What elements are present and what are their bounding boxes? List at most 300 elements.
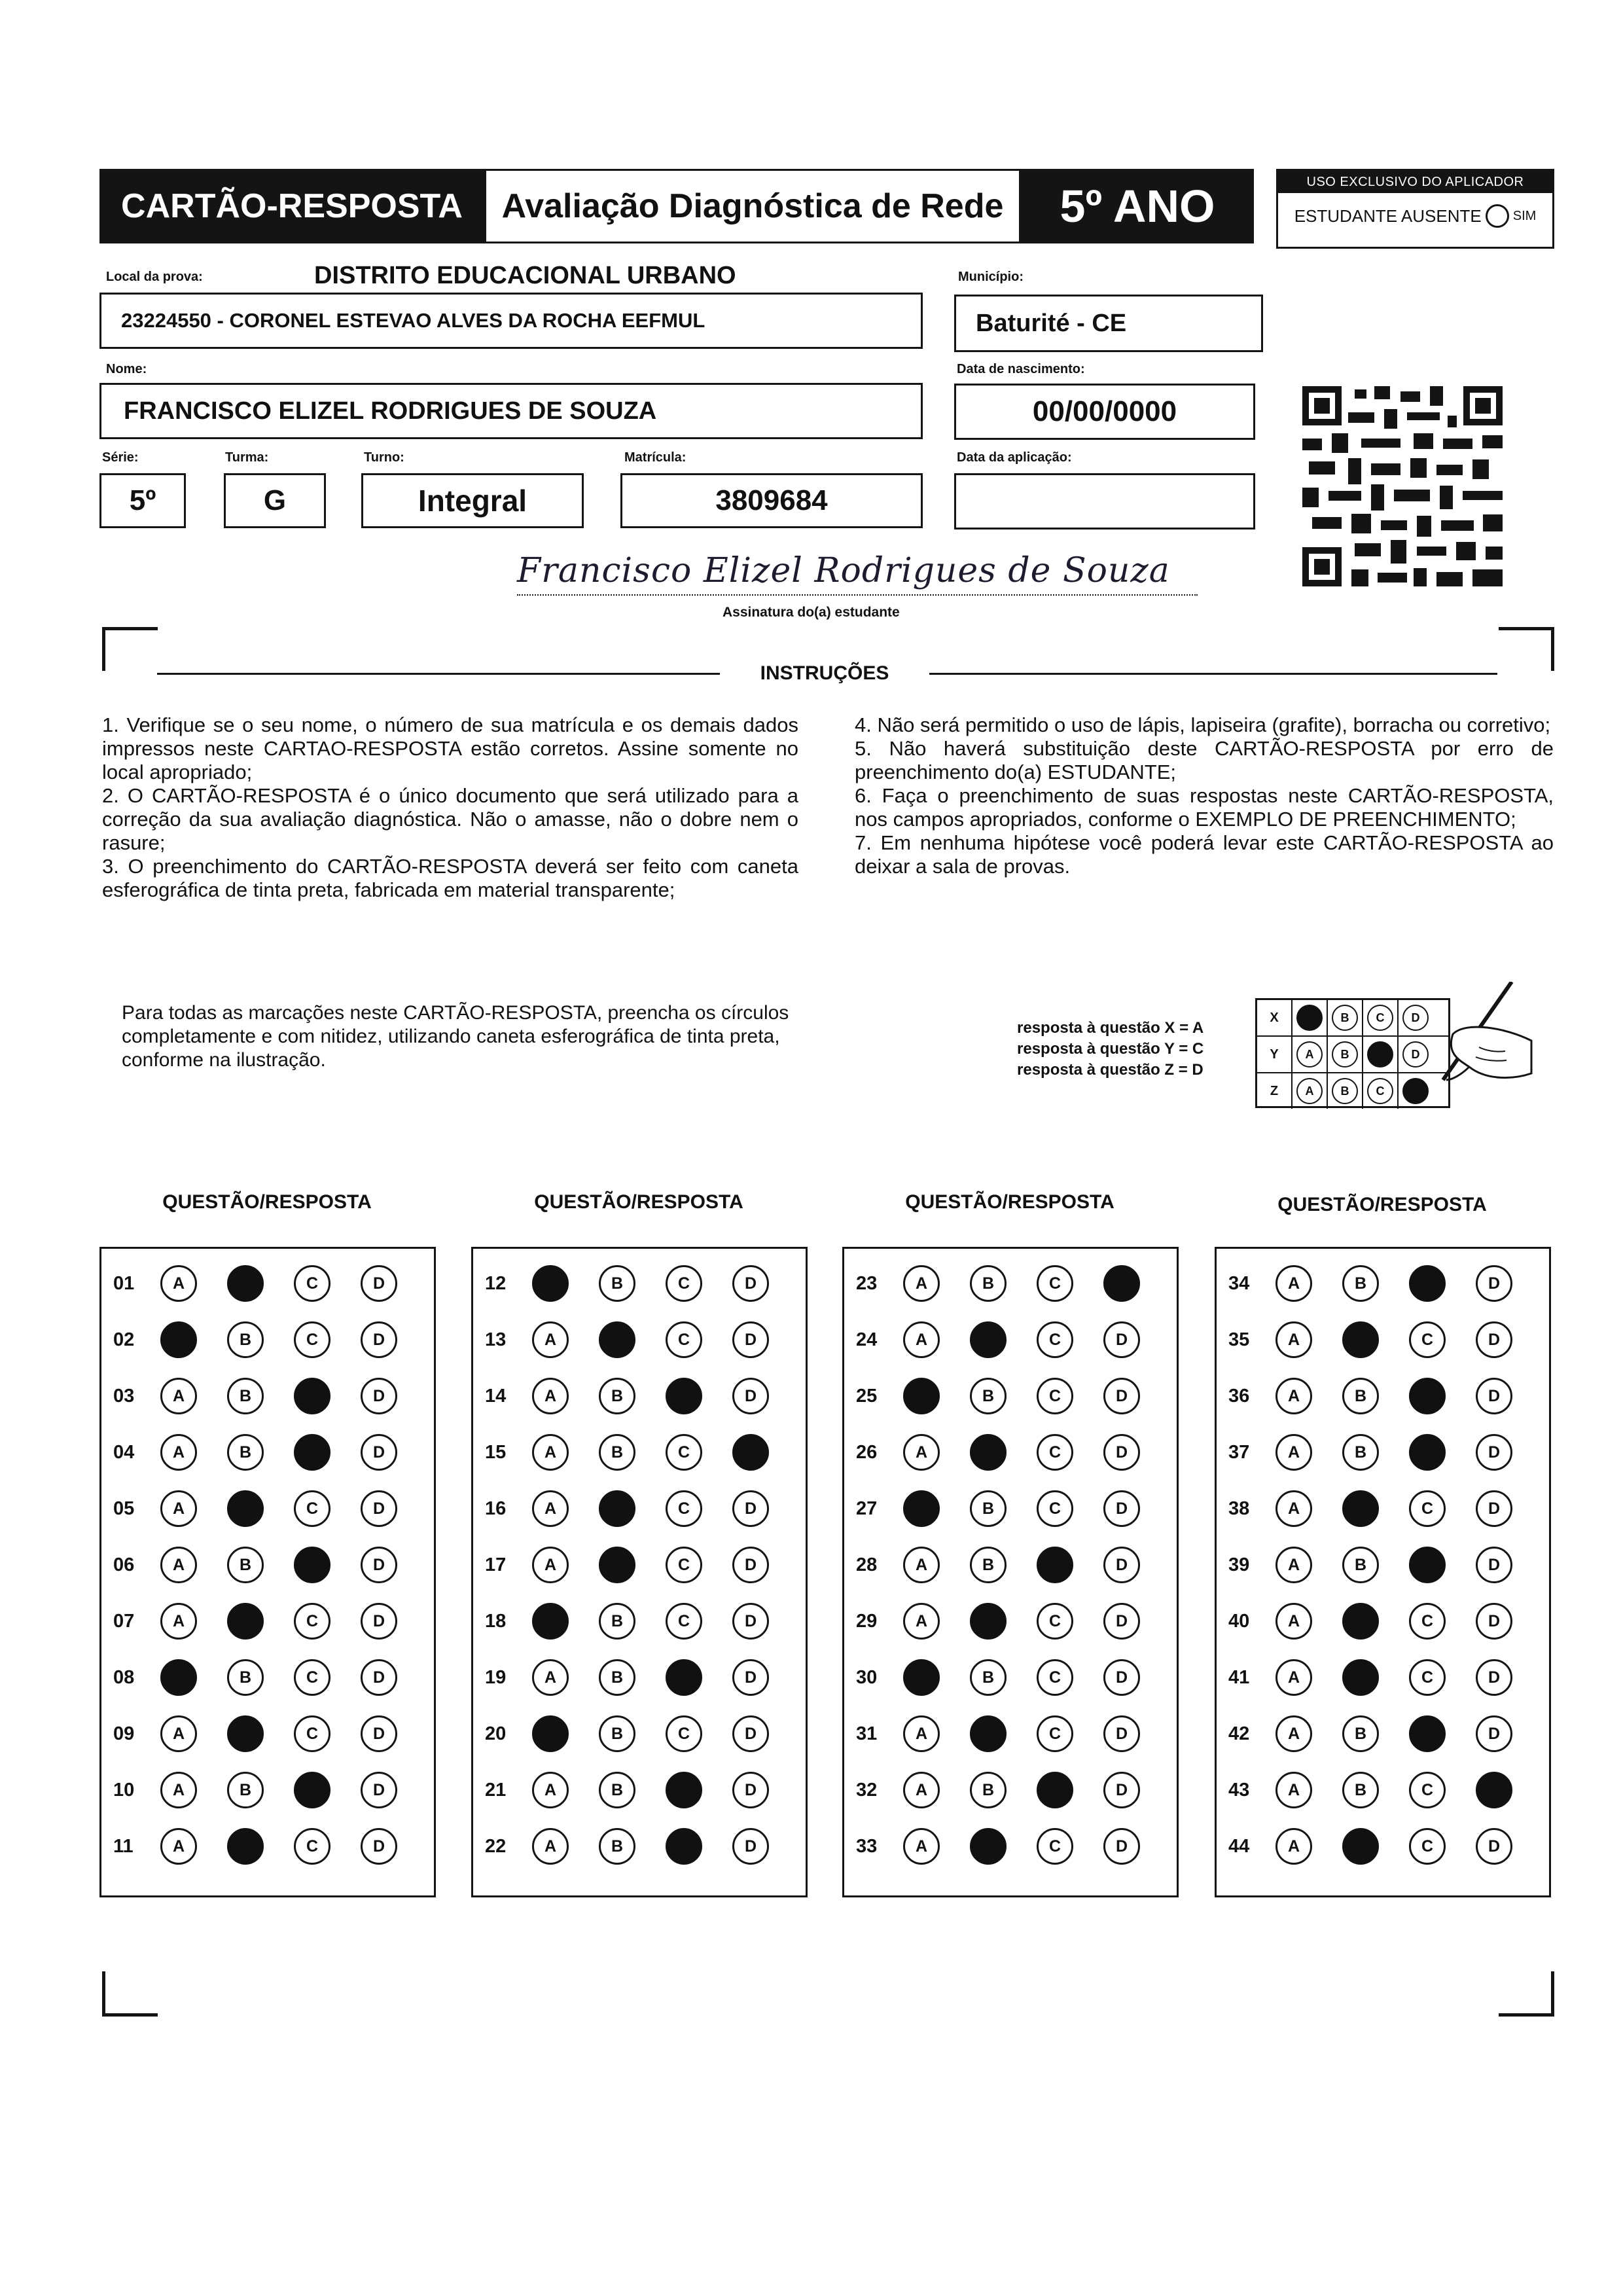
question-row (844, 1312, 1177, 1368)
answer-bubble-d[interactable]: D (1103, 1772, 1140, 1808)
question-number: 24 (856, 1329, 878, 1350)
answer-bubble-a[interactable]: A (532, 1715, 569, 1752)
answer-bubble-b[interactable]: B (227, 1715, 264, 1752)
aplicacao-field[interactable] (954, 473, 1255, 529)
answer-bubble-a[interactable]: A (532, 1547, 569, 1583)
answer-column-1 (99, 1247, 436, 1897)
instruction-1: 1. Verifique se o seu nome, o número de sua matrícula e os demais dados impressos neste CARTAO-RESPOSTA estão corretos. Assine somente no local apropriado; (102, 713, 798, 783)
question-number: 04 (113, 1441, 135, 1463)
answer-bubble-c[interactable]: C (294, 1321, 330, 1358)
turma-label: Turma: (225, 450, 269, 465)
question-row (1217, 1593, 1549, 1649)
corner-top-right (1499, 627, 1554, 671)
answer-bubble-a[interactable]: A (1275, 1603, 1312, 1640)
answer-bubble-b[interactable]: B (227, 1434, 264, 1471)
signature-line (517, 594, 1198, 596)
answer-bubble-c[interactable]: C (1037, 1772, 1073, 1808)
question-number: 08 (113, 1666, 135, 1688)
answer-bubble-a[interactable]: A (1275, 1321, 1312, 1358)
municipio-field: Baturité - CE (954, 295, 1263, 352)
answer-bubble-d[interactable]: D (1103, 1490, 1140, 1527)
answer-bubble-d[interactable]: D (1476, 1434, 1512, 1471)
answer-bubble-d[interactable]: D (1103, 1715, 1140, 1752)
answer-bubble-d[interactable]: D (361, 1490, 397, 1527)
question-number: 06 (113, 1554, 135, 1575)
answer-bubble-d[interactable]: D (732, 1772, 769, 1808)
answer-bubble-c[interactable]: C (1037, 1603, 1073, 1640)
answer-bubble-d[interactable]: D (361, 1828, 397, 1865)
answer-column-4 (1215, 1247, 1551, 1897)
answer-bubble-a[interactable]: A (160, 1265, 197, 1302)
answer-bubble-a[interactable]: A (1275, 1265, 1312, 1302)
question-number: 39 (1228, 1554, 1250, 1575)
answer-bubble-b[interactable]: B (970, 1772, 1007, 1808)
answer-bubble-d[interactable]: D (361, 1265, 397, 1302)
answer-bubble-b[interactable]: B (970, 1547, 1007, 1583)
answer-bubble-c[interactable]: C (1409, 1321, 1446, 1358)
qr-code (1302, 386, 1503, 586)
matricula-label: Matrícula: (624, 450, 687, 465)
answer-bubble-d[interactable]: D (1476, 1659, 1512, 1696)
example-cell (1363, 1037, 1399, 1072)
answer-bubble-b[interactable]: B (970, 1434, 1007, 1471)
question-row (1217, 1818, 1549, 1874)
estudante-ausente-checkbox[interactable] (1486, 204, 1509, 228)
answer-bubble-a[interactable]: A (160, 1715, 197, 1752)
question-row (1217, 1424, 1549, 1480)
answer-bubble-a[interactable]: A (160, 1603, 197, 1640)
answer-bubble-d[interactable]: D (361, 1659, 397, 1696)
question-number: 43 (1228, 1779, 1250, 1801)
example-bubble: C (1367, 1078, 1393, 1104)
example-cell (1363, 1000, 1399, 1035)
question-number: 34 (1228, 1272, 1250, 1294)
answer-bubble-b[interactable]: B (599, 1547, 635, 1583)
answer-bubble-c[interactable]: C (666, 1434, 702, 1471)
answer-bubble-a[interactable]: A (1275, 1715, 1312, 1752)
answer-bubble-b[interactable]: B (1342, 1378, 1379, 1414)
answer-bubble-d[interactable]: D (1103, 1828, 1140, 1865)
question-number: 09 (113, 1723, 135, 1744)
serie-label: Série: (102, 450, 139, 465)
answer-bubble-b[interactable]: B (227, 1659, 264, 1696)
aplicacao-label: Data da aplicação: (957, 450, 1072, 465)
answer-bubble-c[interactable]: C (1037, 1321, 1073, 1358)
answer-bubble-b[interactable]: B (227, 1490, 264, 1527)
answer-bubble-b[interactable]: B (970, 1378, 1007, 1414)
question-row (1217, 1255, 1549, 1312)
answer-bubble-b[interactable]: B (227, 1828, 264, 1865)
matricula-field: 3809684 (620, 473, 923, 528)
answer-bubble-d[interactable]: D (1476, 1715, 1512, 1752)
turma-field: G (224, 473, 326, 528)
question-number: 26 (856, 1441, 878, 1463)
example-cell (1293, 1000, 1328, 1035)
answer-bubble-a[interactable]: A (903, 1772, 940, 1808)
answer-bubble-a[interactable]: A (532, 1434, 569, 1471)
example-bubble: C (1367, 1041, 1393, 1067)
question-row (101, 1537, 434, 1593)
answer-bubble-a[interactable]: A (160, 1434, 197, 1471)
answer-bubble-a[interactable]: A (1275, 1828, 1312, 1865)
example-bubble: D (1402, 1041, 1429, 1067)
answer-bubble-a[interactable]: A (1275, 1434, 1312, 1471)
answer-bubble-d[interactable]: D (1476, 1772, 1512, 1808)
answer-bubble-a[interactable]: A (532, 1265, 569, 1302)
question-row (473, 1593, 806, 1649)
column-title-3: QUESTÃO/RESPOSTA (905, 1191, 1115, 1213)
answer-bubble-c[interactable]: C (1409, 1265, 1446, 1302)
answer-bubble-d[interactable]: D (1476, 1547, 1512, 1583)
answer-bubble-b[interactable]: B (599, 1828, 635, 1865)
answer-bubble-d[interactable]: D (1103, 1434, 1140, 1471)
answer-bubble-b[interactable]: B (599, 1490, 635, 1527)
answer-bubble-b[interactable]: B (599, 1772, 635, 1808)
answer-bubble-a[interactable]: A (160, 1490, 197, 1527)
question-number: 01 (113, 1272, 135, 1294)
question-number: 38 (1228, 1498, 1250, 1519)
question-number: 20 (485, 1723, 507, 1744)
answer-bubble-c[interactable]: C (1409, 1434, 1446, 1471)
answer-bubble-c[interactable]: C (294, 1490, 330, 1527)
answer-bubble-d[interactable]: D (732, 1321, 769, 1358)
example-bubble: C (1367, 1005, 1393, 1031)
answer-bubble-c[interactable]: C (1409, 1828, 1446, 1865)
nome-field: FRANCISCO ELIZEL RODRIGUES DE SOUZA (99, 383, 923, 439)
answer-bubble-a[interactable]: A (160, 1828, 197, 1865)
question-number: 16 (485, 1498, 507, 1519)
answer-bubble-b[interactable]: B (1342, 1490, 1379, 1527)
question-row (101, 1706, 434, 1762)
answer-bubble-d[interactable]: D (361, 1603, 397, 1640)
answer-bubble-b[interactable]: B (970, 1828, 1007, 1865)
answer-bubble-b[interactable]: B (1342, 1547, 1379, 1583)
column-title-4: QUESTÃO/RESPOSTA (1277, 1194, 1487, 1215)
grade-title: 5º ANO (1021, 169, 1254, 243)
answer-bubble-c[interactable]: C (1037, 1434, 1073, 1471)
answer-bubble-d[interactable]: D (361, 1715, 397, 1752)
answer-bubble-d[interactable]: D (361, 1321, 397, 1358)
answer-bubble-d[interactable]: D (732, 1547, 769, 1583)
answer-bubble-a[interactable]: A (903, 1378, 940, 1414)
answer-bubble-a[interactable]: A (532, 1828, 569, 1865)
column-title-2: QUESTÃO/RESPOSTA (534, 1191, 743, 1213)
answer-bubble-c[interactable]: C (294, 1547, 330, 1583)
question-row (473, 1368, 806, 1424)
question-number: 05 (113, 1498, 135, 1519)
question-number: 32 (856, 1779, 878, 1801)
question-row (844, 1537, 1177, 1593)
answer-bubble-b[interactable]: B (599, 1321, 635, 1358)
answer-bubble-b[interactable]: B (1342, 1265, 1379, 1302)
answer-bubble-a[interactable]: A (532, 1490, 569, 1527)
answer-bubble-c[interactable]: C (1409, 1490, 1446, 1527)
question-row (844, 1649, 1177, 1706)
answer-bubble-a[interactable]: A (903, 1828, 940, 1865)
answer-bubble-b[interactable]: B (970, 1265, 1007, 1302)
answer-bubble-b[interactable]: B (227, 1378, 264, 1414)
hand-pen-icon (1407, 982, 1538, 1113)
question-number: 28 (856, 1554, 878, 1575)
turno-field: Integral (361, 473, 584, 528)
question-row (473, 1312, 806, 1368)
answer-bubble-c[interactable]: C (1037, 1547, 1073, 1583)
question-row (844, 1706, 1177, 1762)
answer-bubble-c[interactable]: C (1037, 1659, 1073, 1696)
answer-bubble-d[interactable]: D (1103, 1321, 1140, 1358)
answer-bubble-c[interactable]: C (294, 1659, 330, 1696)
answer-bubble-a[interactable]: A (532, 1321, 569, 1358)
answer-bubble-d[interactable]: D (1103, 1378, 1140, 1414)
question-row (473, 1537, 806, 1593)
question-number: 29 (856, 1610, 878, 1632)
question-number: 17 (485, 1554, 507, 1575)
answer-bubble-b[interactable]: B (1342, 1603, 1379, 1640)
local-label: Local da prova: (106, 270, 203, 284)
answer-bubble-a[interactable]: A (1275, 1659, 1312, 1696)
example-cell (1328, 1000, 1363, 1035)
question-number: 15 (485, 1441, 507, 1463)
answer-column-3 (842, 1247, 1179, 1897)
answer-bubble-d[interactable]: D (361, 1378, 397, 1414)
answer-bubble-b[interactable]: B (227, 1547, 264, 1583)
answer-bubble-b[interactable]: B (599, 1659, 635, 1696)
answer-bubble-b[interactable]: B (1342, 1434, 1379, 1471)
question-row (101, 1593, 434, 1649)
question-row (1217, 1480, 1549, 1537)
answer-bubble-b[interactable]: B (970, 1603, 1007, 1640)
example-legend-x: resposta à questão X = A (1017, 1019, 1204, 1037)
instruction-6: 6. Faça o preenchimento de suas respostas neste CARTÃO-RESPOSTA, nos campos apropriados, conforme o EXEMPLO DE PREENCHIMENTO; (855, 784, 1554, 831)
answer-bubble-d[interactable]: D (361, 1772, 397, 1808)
question-row (844, 1480, 1177, 1537)
answer-bubble-d[interactable]: D (1103, 1265, 1140, 1302)
answer-bubble-d[interactable]: D (361, 1547, 397, 1583)
instructions-rule-right (929, 673, 1497, 675)
answer-bubble-b[interactable]: B (599, 1715, 635, 1752)
answer-bubble-a[interactable]: A (532, 1772, 569, 1808)
question-number: 19 (485, 1666, 507, 1688)
answer-bubble-a[interactable]: A (903, 1659, 940, 1696)
answer-bubble-a[interactable]: A (1275, 1490, 1312, 1527)
answer-bubble-b[interactable]: B (599, 1434, 635, 1471)
answer-bubble-b[interactable]: B (1342, 1321, 1379, 1358)
answer-bubble-c[interactable]: C (666, 1490, 702, 1527)
answer-bubble-d[interactable]: D (732, 1715, 769, 1752)
answer-bubble-b[interactable]: B (970, 1490, 1007, 1527)
question-row (844, 1818, 1177, 1874)
answer-bubble-c[interactable]: C (1409, 1772, 1446, 1808)
question-row (844, 1762, 1177, 1818)
instructions-title: INSTRUÇÕES (760, 662, 889, 684)
answer-bubble-b[interactable]: B (227, 1603, 264, 1640)
example-row-label: Y (1257, 1037, 1293, 1072)
answer-bubble-b[interactable]: B (1342, 1659, 1379, 1696)
answer-bubble-d[interactable]: D (1476, 1321, 1512, 1358)
answer-bubble-c[interactable]: C (1037, 1490, 1073, 1527)
corner-bottom-left (102, 1971, 158, 2017)
instruction-5: 5. Não haverá substituição deste CARTÃO-RESPOSTA por erro de preenchimento do(a) ESTUDANTE; (855, 737, 1554, 783)
answer-bubble-c[interactable]: C (1409, 1659, 1446, 1696)
answer-bubble-a[interactable]: A (903, 1265, 940, 1302)
instruction-7: 7. Em nenhuma hipótese você poderá levar este CARTÃO-RESPOSTA ao deixar a sala de provas. (855, 831, 1554, 878)
answer-bubble-c[interactable]: C (666, 1547, 702, 1583)
answer-bubble-c[interactable]: C (666, 1265, 702, 1302)
instructions-rule-left (157, 673, 720, 675)
answer-bubble-a[interactable]: A (160, 1321, 197, 1358)
signature-label: Assinatura do(a) estudante (722, 605, 900, 620)
example-legend (1017, 1018, 1204, 1081)
answer-bubble-c[interactable]: C (1037, 1828, 1073, 1865)
example-bubble: B (1332, 1041, 1358, 1067)
answer-bubble-c[interactable]: C (1037, 1715, 1073, 1752)
answer-bubble-d[interactable]: D (1476, 1603, 1512, 1640)
instructions-left (102, 713, 798, 902)
answer-bubble-d[interactable]: D (732, 1828, 769, 1865)
answer-bubble-a[interactable]: A (903, 1434, 940, 1471)
example-text: Para todas as marcações neste CARTÃO-RESPOSTA, preencha os círculos completamente e com nitidez, utilizando caneta esferográfica de tinta preta, conforme na ilustração. (122, 1002, 789, 1071)
answer-bubble-d[interactable]: D (732, 1659, 769, 1696)
question-row (101, 1762, 434, 1818)
example-bubble: A (1296, 1041, 1323, 1067)
question-row (844, 1368, 1177, 1424)
answer-bubble-a[interactable]: A (903, 1490, 940, 1527)
answer-bubble-d[interactable]: D (361, 1434, 397, 1471)
answer-bubble-a[interactable]: A (160, 1547, 197, 1583)
answer-bubble-d[interactable]: D (732, 1265, 769, 1302)
question-number: 36 (1228, 1385, 1250, 1407)
answer-bubble-d[interactable]: D (1476, 1265, 1512, 1302)
answer-column-2 (471, 1247, 808, 1897)
answer-bubble-c[interactable]: C (1409, 1603, 1446, 1640)
question-number: 37 (1228, 1441, 1250, 1463)
answer-bubble-c[interactable]: C (666, 1659, 702, 1696)
question-number: 41 (1228, 1666, 1250, 1688)
question-number: 27 (856, 1498, 878, 1519)
answer-bubble-c[interactable]: C (666, 1772, 702, 1808)
question-number: 33 (856, 1835, 878, 1857)
question-row (1217, 1649, 1549, 1706)
answer-bubble-d[interactable]: D (1476, 1828, 1512, 1865)
question-number: 25 (856, 1385, 878, 1407)
estudante-ausente-label: ESTUDANTE AUSENTE (1294, 206, 1482, 226)
question-row (1217, 1762, 1549, 1818)
answer-bubble-c[interactable]: C (294, 1828, 330, 1865)
answer-bubble-d[interactable]: D (1103, 1547, 1140, 1583)
answer-bubble-b[interactable]: B (970, 1715, 1007, 1752)
answer-bubble-c[interactable]: C (1037, 1265, 1073, 1302)
answer-bubble-b[interactable]: B (599, 1378, 635, 1414)
question-row (844, 1593, 1177, 1649)
example-cell (1293, 1037, 1328, 1072)
example-cell (1363, 1073, 1399, 1109)
question-number: 42 (1228, 1723, 1250, 1744)
answer-bubble-b[interactable]: B (1342, 1715, 1379, 1752)
example-cell (1293, 1073, 1328, 1109)
answer-bubble-a[interactable]: A (532, 1659, 569, 1696)
answer-bubble-b[interactable]: B (970, 1321, 1007, 1358)
answer-bubble-a[interactable]: A (160, 1659, 197, 1696)
answer-bubble-c[interactable]: C (666, 1603, 702, 1640)
answer-bubble-c[interactable]: C (1037, 1378, 1073, 1414)
question-number: 31 (856, 1723, 878, 1744)
answer-bubble-b[interactable]: B (1342, 1828, 1379, 1865)
question-row (473, 1480, 806, 1537)
answer-bubble-a[interactable]: A (1275, 1772, 1312, 1808)
answer-bubble-d[interactable]: D (1103, 1659, 1140, 1696)
answer-bubble-b[interactable]: B (227, 1772, 264, 1808)
nascimento-label: Data de nascimento: (957, 362, 1085, 376)
answer-bubble-c[interactable]: C (294, 1715, 330, 1752)
answer-bubble-d[interactable]: D (732, 1434, 769, 1471)
answer-bubble-a[interactable]: A (160, 1378, 197, 1414)
answer-bubble-d[interactable]: D (1476, 1490, 1512, 1527)
answer-bubble-a[interactable]: A (160, 1772, 197, 1808)
answer-bubble-d[interactable]: D (1476, 1378, 1512, 1414)
answer-bubble-c[interactable]: C (294, 1265, 330, 1302)
corner-top-left (102, 627, 158, 671)
example-cell (1328, 1073, 1363, 1109)
sim-label: SIM (1512, 208, 1537, 223)
answer-bubble-d[interactable]: D (732, 1603, 769, 1640)
answer-bubble-c[interactable]: C (1409, 1378, 1446, 1414)
question-number: 03 (113, 1385, 135, 1407)
example-row-label: X (1257, 1000, 1293, 1035)
student-signature: Francisco Elizel Rodrigues de Souza (517, 551, 1170, 590)
example-bubble: D (1402, 1005, 1429, 1031)
answer-bubble-c[interactable]: C (666, 1378, 702, 1414)
answer-bubble-a[interactable]: A (903, 1321, 940, 1358)
answer-bubble-a[interactable]: A (903, 1715, 940, 1752)
answer-bubble-c[interactable]: C (666, 1715, 702, 1752)
answer-bubble-b[interactable]: B (227, 1321, 264, 1358)
answer-bubble-b[interactable]: B (1342, 1772, 1379, 1808)
answer-bubble-a[interactable]: A (1275, 1378, 1312, 1414)
answer-bubble-b[interactable]: B (970, 1659, 1007, 1696)
answer-bubble-a[interactable]: A (903, 1603, 940, 1640)
nome-label: Nome: (106, 362, 147, 376)
answer-bubble-a[interactable]: A (1275, 1547, 1312, 1583)
answer-bubble-b[interactable]: B (599, 1603, 635, 1640)
answer-bubble-c[interactable]: C (1409, 1547, 1446, 1583)
instructions-right (855, 713, 1554, 878)
aplicador-box (1276, 169, 1554, 249)
answer-bubble-c[interactable]: C (294, 1434, 330, 1471)
answer-bubble-b[interactable]: B (227, 1265, 264, 1302)
instruction-4: 4. Não será permitido o uso de lápis, lapiseira (grafite), borracha ou corretivo; (855, 713, 1551, 736)
answer-bubble-c[interactable]: C (666, 1828, 702, 1865)
example-cell (1328, 1037, 1363, 1072)
answer-bubble-d[interactable]: D (1103, 1603, 1140, 1640)
answer-bubble-c[interactable]: C (294, 1772, 330, 1808)
answer-bubble-d[interactable]: D (732, 1378, 769, 1414)
answer-bubble-c[interactable]: C (294, 1378, 330, 1414)
example-bubble: A (1296, 1005, 1323, 1031)
answer-bubble-a[interactable]: A (532, 1603, 569, 1640)
example-bubble: B (1332, 1005, 1358, 1031)
answer-bubble-c[interactable]: C (294, 1603, 330, 1640)
example-row-label: Z (1257, 1073, 1293, 1109)
answer-bubble-a[interactable]: A (903, 1547, 940, 1583)
question-row (101, 1424, 434, 1480)
answer-bubble-c[interactable]: C (666, 1321, 702, 1358)
answer-bubble-b[interactable]: B (599, 1265, 635, 1302)
answer-bubble-a[interactable]: A (532, 1378, 569, 1414)
instruction-3: 3. O preenchimento do CARTÃO-RESPOSTA deverá ser feito com caneta esferográfica de tinta preta, fabricada em material transparente; (102, 855, 798, 901)
answer-bubble-d[interactable]: D (732, 1490, 769, 1527)
example-bubble: A (1296, 1078, 1323, 1104)
answer-bubble-c[interactable]: C (1409, 1715, 1446, 1752)
